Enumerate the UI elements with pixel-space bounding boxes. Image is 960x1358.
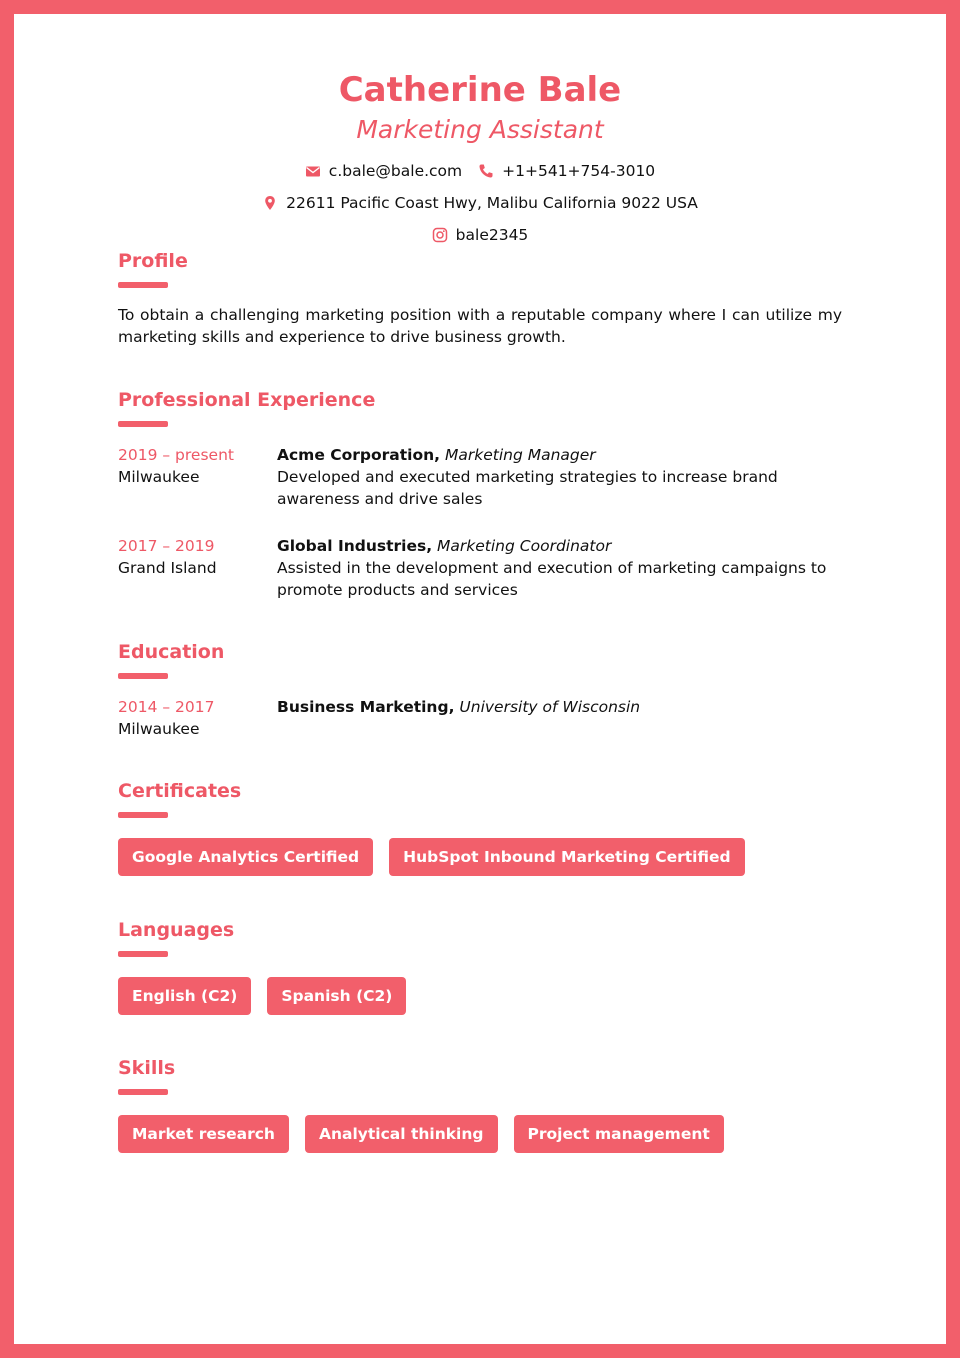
entry-description: Developed and executed marketing strategies to increase brand awareness and drive sales [277,468,778,508]
section-divider [118,812,168,818]
profile-section [118,249,842,348]
certificate-tag: HubSpot Inbound Marketing Certified [389,838,744,876]
experience-heading: Professional Experience [118,389,376,411]
languages-heading: Languages [118,919,235,941]
profile-heading: Profile [118,250,188,272]
instagram-text: bale2345 [455,226,529,244]
entry-degree: Business Marketing, [277,698,455,716]
skills-heading: Skills [118,1057,176,1079]
language-tag: English (C2) [118,977,251,1015]
entry-role: Marketing Manager [445,446,596,464]
entry-date: 2014 – 2017 [118,698,215,716]
experience-entry [118,444,842,510]
entry-location: Milwaukee [118,468,200,486]
contact-address [262,192,698,214]
section-divider [118,1089,168,1095]
entry-location: Grand Island [118,559,217,577]
entry-date: 2019 – present [118,446,234,464]
entry-school: University of Wisconsin [459,698,641,716]
phone-text: +1+541+754-3010 [502,162,656,180]
languages-section [118,918,842,1015]
email-text: c.bale@bale.com [328,162,463,180]
skill-tag: Analytical thinking [305,1115,498,1153]
profile-text: To obtain a challenging marketing position with a reputable company where I can utilize my marketing skills and experience to drive business growth. [118,306,842,346]
email-icon [305,163,321,179]
location-pin-icon [262,195,278,211]
entry-org: Acme Corporation, [277,446,441,464]
experience-section [118,388,842,601]
certificates-heading: Certificates [118,780,242,802]
address-text: 22611 Pacific Coast Hwy, Malibu California 9022 USA [286,194,698,212]
section-divider [118,673,168,679]
certificate-tag: Google Analytics Certified [118,838,373,876]
candidate-name: Catherine Bale [338,70,622,110]
contact-list [118,160,842,256]
skills-section [118,1056,842,1153]
section-divider [118,421,168,427]
education-entry [118,696,842,740]
entry-location: Milwaukee [118,720,200,738]
resume-header [118,14,842,256]
experience-entry [118,535,842,601]
contact-email[interactable] [305,160,462,182]
contact-instagram[interactable] [432,224,529,246]
entry-org: Global Industries, [277,537,433,555]
language-tag: Spanish (C2) [267,977,406,1015]
contact-phone[interactable] [478,160,655,182]
section-divider [118,951,168,957]
entry-role: Marketing Coordinator [437,537,612,555]
education-heading: Education [118,641,225,663]
entry-date: 2017 – 2019 [118,537,215,555]
job-title: Marketing Assistant [356,115,604,144]
skill-tag: Project management [514,1115,724,1153]
skill-tag: Market research [118,1115,289,1153]
instagram-icon [432,227,448,243]
phone-icon [478,163,494,179]
section-divider [118,282,168,288]
certificates-section [118,779,842,876]
education-section [118,640,842,740]
entry-description: Assisted in the development and execution of marketing campaigns to promote products and services [277,559,827,599]
